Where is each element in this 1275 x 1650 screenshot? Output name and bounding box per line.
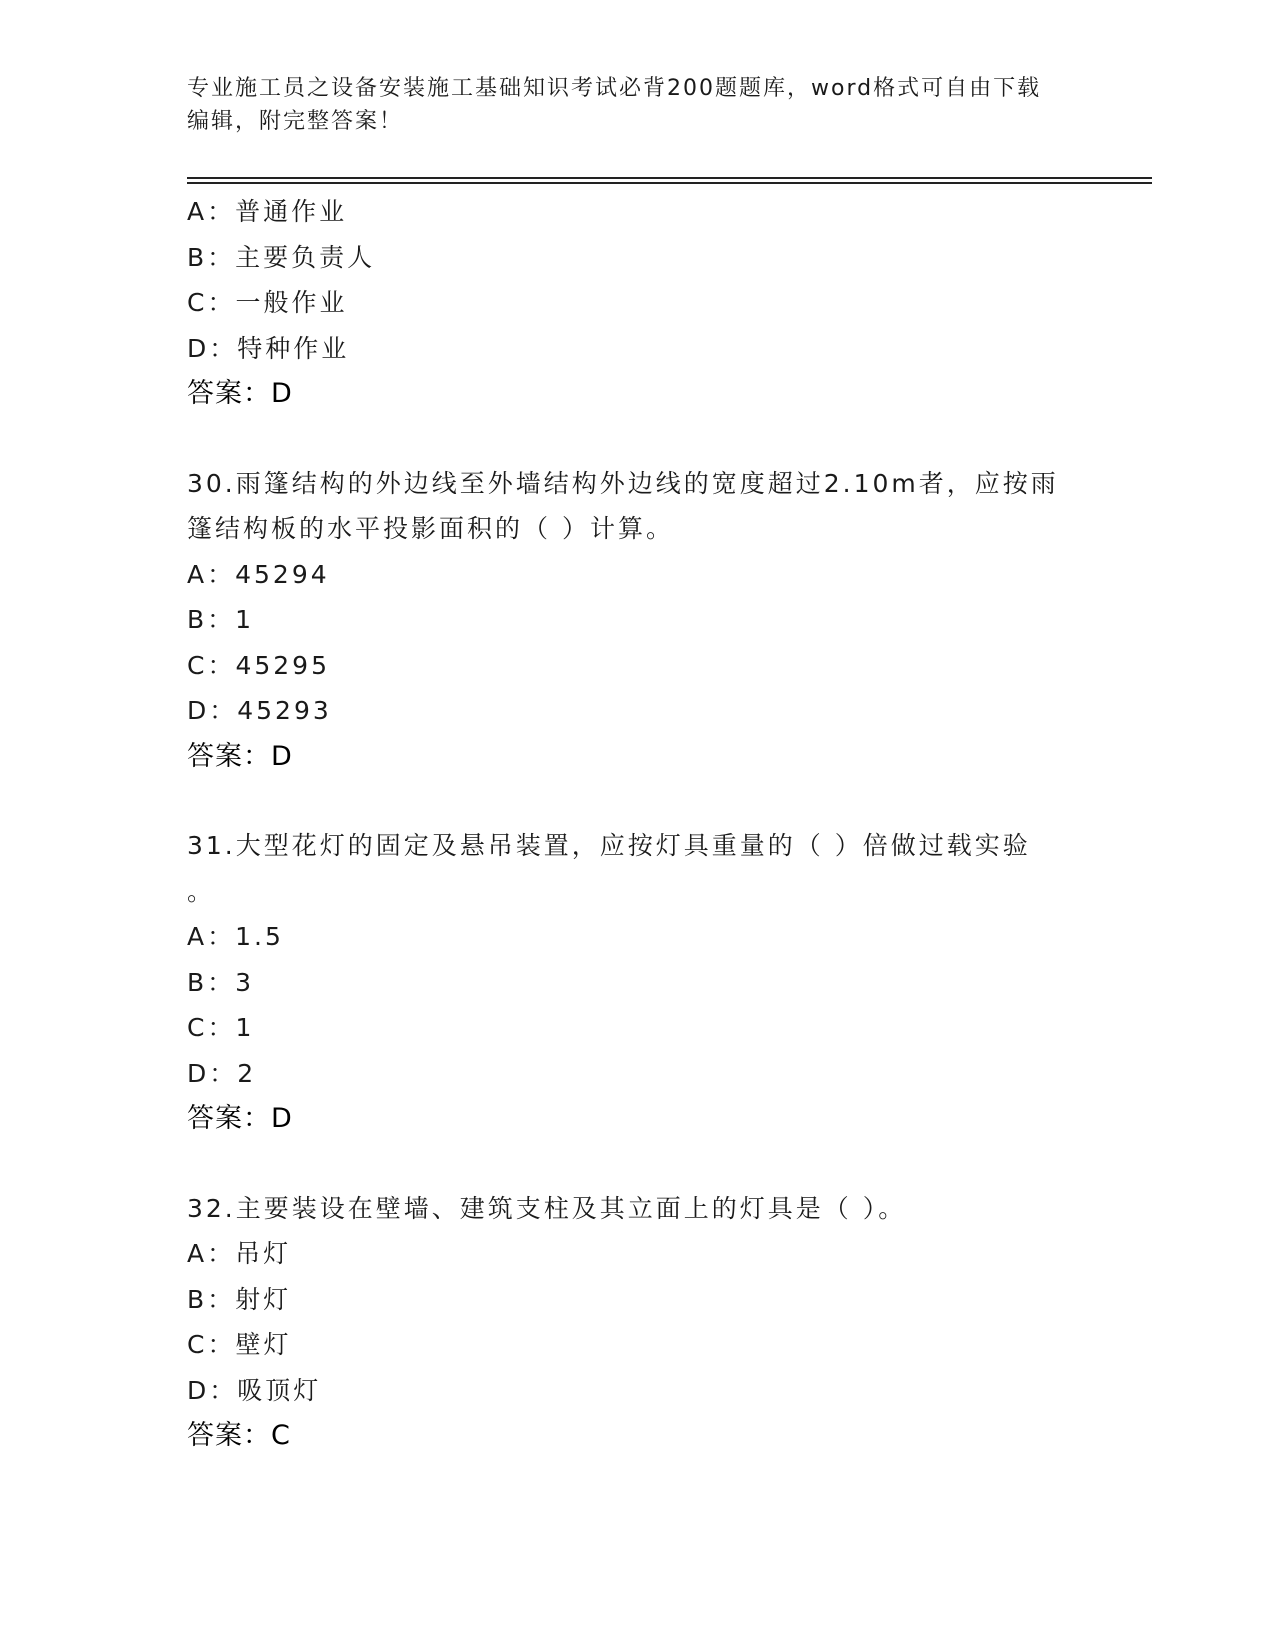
- question-30: [187, 461, 1107, 780]
- option-b: B：1: [187, 605, 255, 634]
- header-divider-bottom: [187, 182, 1152, 184]
- option-a: A：普通作业: [187, 197, 348, 226]
- question-29: [187, 189, 1107, 417]
- question-stem-line-1: 30.雨篷结构的外边线至外墙结构外边线的宽度超过2.10m者，应按雨: [187, 468, 1059, 498]
- option-c: C：壁灯: [187, 1330, 292, 1359]
- option-d: D：吸顶灯: [187, 1375, 322, 1405]
- option-a: A：1.5: [187, 922, 284, 951]
- question-stem-line-2: 。: [187, 876, 216, 906]
- option-b: B：3: [187, 967, 255, 997]
- header-line-1: 专业施工员之设备安装施工基础知识考试必背200题题库，word格式可自由下载: [187, 76, 1042, 101]
- question-32: [187, 1186, 1107, 1459]
- option-d: D：特种作业: [187, 333, 350, 363]
- answer-line: 答案：D: [187, 378, 293, 409]
- option-c: C：1: [187, 1013, 255, 1042]
- option-d: D：2: [187, 1058, 257, 1088]
- question-list: [187, 189, 1107, 1459]
- option-b: B：射灯: [187, 1284, 292, 1314]
- spacer: [187, 1142, 1107, 1186]
- option-a: A：45294: [187, 559, 330, 589]
- option-b: B：主要负责人: [187, 242, 376, 272]
- option-a: A：吊灯: [187, 1239, 292, 1268]
- answer-line: 答案：D: [187, 740, 293, 772]
- question-stem-line-2: 篷结构板的水平投影面积的（ ）计算。: [187, 514, 674, 543]
- option-c: C：一般作业: [187, 288, 348, 317]
- option-d: D：45293: [187, 696, 332, 725]
- spacer: [187, 417, 1107, 461]
- question-stem-line-1: 32.主要装设在壁墙、建筑支柱及其立面上的灯具是（ ）。: [187, 1193, 907, 1223]
- header-line-2: 编辑，附完整答案！: [187, 109, 404, 134]
- document-header: [187, 72, 1087, 138]
- option-c: C：45295: [187, 650, 330, 680]
- header-divider-top: [187, 177, 1152, 179]
- answer-line: 答案：D: [187, 1103, 293, 1134]
- question-31: [187, 823, 1107, 1142]
- answer-line: 答案：C: [187, 1420, 291, 1451]
- spacer: [187, 779, 1107, 823]
- question-stem-line-1: 31.大型花灯的固定及悬吊装置，应按灯具重量的（ ）倍做过载实验: [187, 831, 1031, 860]
